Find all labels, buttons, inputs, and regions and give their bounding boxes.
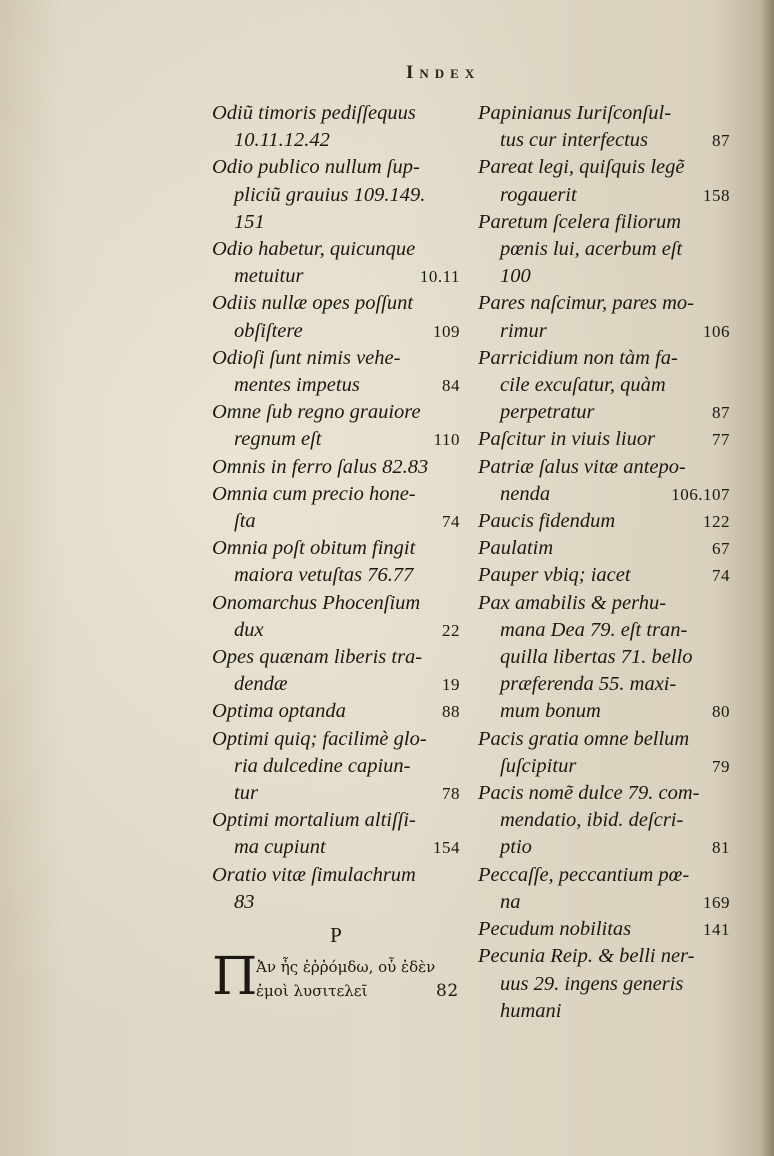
index-entry — [212, 644, 460, 698]
section-letter: P — [330, 923, 342, 948]
entry-text: mum bonum — [500, 700, 601, 723]
index-entry-line — [212, 617, 460, 644]
index-entry-line — [478, 508, 730, 535]
index-entry-line — [212, 481, 460, 508]
entry-text: perpetratur — [500, 401, 595, 424]
page-edge-shadow — [760, 0, 774, 1156]
entry-text: 100 — [500, 265, 531, 288]
entry-text: mana Dea 79. eſt tran- — [500, 618, 688, 641]
index-entry-line — [212, 644, 460, 671]
index-entry-line — [478, 590, 730, 617]
index-entry — [478, 426, 730, 453]
index-entry-line — [212, 889, 460, 916]
index-entry-line — [478, 263, 730, 290]
index-column-left — [212, 100, 460, 1008]
page-reference: 122 — [703, 512, 730, 532]
index-column-right — [478, 100, 730, 1025]
page-reference: 77 — [712, 430, 730, 450]
index-entry-line — [212, 726, 460, 753]
entry-text: Optima optanda — [212, 700, 346, 723]
page-reference: 158 — [703, 185, 730, 205]
index-entry — [478, 780, 730, 862]
index-entry-line — [478, 372, 730, 399]
index-entry-line — [478, 889, 730, 916]
entry-text: Paulatim — [478, 537, 554, 560]
index-entry — [212, 454, 460, 481]
index-entry — [212, 726, 460, 808]
entry-text: Omne ſub regno grauiore — [212, 401, 421, 424]
entry-text: pliciũ grauius 109.149. — [234, 183, 426, 206]
entry-text: Pauper vbiq; iacet — [478, 564, 631, 587]
page-reference: 22 — [442, 620, 460, 640]
entry-text: tur — [234, 782, 258, 805]
entry-text: Patriæ ſalus vitæ antepo- — [478, 455, 686, 478]
index-entry — [212, 154, 460, 236]
page-reference: 80 — [712, 702, 730, 722]
entry-text: mentes impetus — [234, 374, 360, 397]
index-entry — [478, 535, 730, 562]
page-reference: 169 — [703, 892, 730, 912]
index-entry — [212, 399, 460, 453]
entry-text: Odioſi ſunt nimis vehe- — [212, 346, 401, 369]
page-reference: 141 — [703, 920, 730, 940]
index-entry — [212, 807, 460, 861]
entry-text: Pax amabilis & perhu- — [478, 591, 667, 614]
index-entry — [212, 290, 460, 344]
entry-text: Onomarchus Phocenſium — [212, 591, 421, 614]
entry-text: mendatio, ibid. deſcri- — [500, 809, 684, 832]
index-entry — [212, 100, 460, 154]
index-entry-line — [478, 209, 730, 236]
index-entry — [212, 481, 460, 535]
index-entry-line — [478, 943, 730, 970]
entry-text: Pacis gratia omne bellum — [478, 727, 690, 750]
index-entry-line — [478, 916, 730, 943]
index-entry — [478, 154, 730, 208]
index-entry — [212, 698, 460, 725]
entry-text: 10.11.12.42 — [234, 129, 330, 152]
entry-text: Paſcitur in viuis liuor — [478, 428, 656, 451]
index-entry-line — [478, 617, 730, 644]
entry-text: Omnia poſt obitum fingit — [212, 537, 416, 560]
page-reference: 84 — [442, 376, 460, 396]
index-entry-line — [212, 209, 460, 236]
index-entry-line — [478, 562, 730, 589]
entry-text: ria dulcedine capiun- — [234, 754, 411, 777]
index-entry — [478, 916, 730, 943]
page-reference: 67 — [712, 539, 730, 559]
page-reference: 74 — [442, 512, 460, 532]
entry-text: maiora vetuſtas 76.77 — [234, 564, 414, 587]
index-entry-line — [212, 671, 460, 698]
entry-text: uus 29. ingens generis — [500, 972, 684, 995]
index-entry — [478, 508, 730, 535]
entry-text: tus cur interfectus — [500, 129, 649, 152]
index-entry-line — [212, 154, 460, 181]
index-entry-line — [478, 834, 730, 861]
index-entry — [478, 290, 730, 344]
greek-entry — [212, 948, 460, 1008]
entry-text: Optimi quiq; facilimè glo- — [212, 727, 427, 750]
entry-text: ſta — [234, 510, 256, 533]
index-entry — [478, 100, 730, 154]
index-entry-line — [478, 535, 730, 562]
index-entry — [478, 943, 730, 1025]
entry-text: Pares naſcimur, pares mo- — [478, 292, 694, 315]
index-entry-line — [478, 644, 730, 671]
entry-text: regnum eſt — [234, 428, 322, 451]
index-entry — [478, 345, 730, 427]
greek-line-2-text: ἐμοὶ λυσιτελεῖ — [256, 982, 368, 1001]
index-entry-line — [212, 862, 460, 889]
entry-text: Pacis nomẽ dulce 79. com- — [478, 782, 700, 805]
index-entry-line — [212, 263, 460, 290]
index-entry — [212, 862, 460, 916]
index-entry-line — [478, 971, 730, 998]
index-entry — [478, 454, 730, 508]
index-entry-line — [478, 182, 730, 209]
index-entry-line — [478, 807, 730, 834]
entry-text: nenda — [500, 482, 551, 505]
index-entry-line — [478, 100, 730, 127]
entry-text: cile excuſatur, quàm — [500, 374, 666, 397]
index-entry-line — [212, 100, 460, 127]
index-entry — [478, 562, 730, 589]
index-entry-line — [212, 590, 460, 617]
index-entry-line — [478, 399, 730, 426]
index-entry-line — [478, 127, 730, 154]
entry-text: dux — [234, 618, 264, 641]
index-entry-line — [212, 834, 460, 861]
entry-text: Odio publico nullum ſup- — [212, 156, 420, 179]
entry-text: na — [500, 890, 521, 913]
entry-text: præferenda 55. maxi- — [500, 673, 677, 696]
index-entry-line — [212, 290, 460, 317]
entry-text: pœnis lui, acerbum eſt — [500, 238, 683, 261]
entry-text: ma cupiunt — [234, 836, 326, 859]
page-reference: 154 — [433, 838, 460, 858]
entry-text: 83 — [234, 890, 255, 913]
page-reference: 106.107 — [671, 484, 730, 504]
page-reference: 81 — [712, 838, 730, 858]
index-entry-line — [212, 454, 460, 481]
greek-line-2 — [256, 978, 459, 1005]
entry-text: quilla libertas 71. bello — [500, 646, 693, 669]
index-entry-line — [478, 290, 730, 317]
entry-text: rimur — [500, 319, 547, 342]
index-entry-line — [478, 862, 730, 889]
index-entry-line — [478, 998, 730, 1025]
index-entry-line — [212, 372, 460, 399]
entry-text: dendæ — [234, 673, 288, 696]
page-reference: 87 — [712, 131, 730, 151]
greek-line-1: Ἀν ἦς ἐῤῥόμδω, οὖ ἐδὲν — [256, 958, 436, 977]
index-entry-line — [212, 508, 460, 535]
index-entry-line — [212, 182, 460, 209]
index-entry-line — [212, 780, 460, 807]
index-entry-line — [478, 426, 730, 453]
index-entry-line — [212, 399, 460, 426]
page-reference: 87 — [712, 403, 730, 423]
index-entry-line — [212, 535, 460, 562]
entry-text: Paucis fidendum — [478, 510, 616, 533]
entry-text: rogauerit — [500, 183, 577, 206]
page-reference: 110 — [433, 430, 460, 450]
entry-text: Oratio vitæ ſimulachrum — [212, 863, 416, 886]
page-reference: 106 — [703, 321, 730, 341]
entry-text: Pareat legi, quiſquis legẽ — [478, 156, 685, 179]
page-reference: 78 — [442, 784, 460, 804]
index-entry — [478, 726, 730, 780]
page-header: Index — [406, 62, 481, 83]
index-entry-line — [478, 481, 730, 508]
index-entry-line — [478, 154, 730, 181]
entry-text: Opes quænam liberis tra- — [212, 646, 423, 669]
entry-text: Omnis in ferro ſalus 82.83 — [212, 455, 429, 478]
index-entry — [212, 535, 460, 589]
entry-text: ptio — [500, 836, 532, 859]
entry-text: Optimi mortalium altiſſi- — [212, 809, 416, 832]
entry-text: Paretum ſcelera filiorum — [478, 210, 682, 233]
index-entry-line — [478, 753, 730, 780]
page-reference: 19 — [442, 675, 460, 695]
index-entry — [212, 345, 460, 399]
index-entry — [478, 590, 730, 726]
drop-cap-initial: Π — [212, 947, 258, 1008]
index-entry-line — [212, 426, 460, 453]
index-entry-line — [478, 780, 730, 807]
index-entry-line — [478, 454, 730, 481]
entry-text: Peccaſſe, peccantium pœ- — [478, 863, 690, 886]
index-entry-line — [212, 345, 460, 372]
page-reference: 79 — [712, 756, 730, 776]
index-entry-line — [478, 318, 730, 345]
entry-text: Odiis nullæ opes poſſunt — [212, 292, 414, 315]
entry-text: Pecunia Reip. & belli ner- — [478, 945, 695, 968]
entry-text: Odiũ timoris pediſſequus — [212, 102, 416, 124]
index-entry-line — [212, 127, 460, 154]
index-entry — [212, 590, 460, 644]
index-entry-line — [478, 698, 730, 725]
entry-text: ſuſcipitur — [500, 754, 577, 777]
entry-text: Omnia cum precio hone- — [212, 482, 416, 505]
index-entry-line — [478, 671, 730, 698]
entry-text: humani — [500, 999, 562, 1022]
index-entry — [478, 209, 730, 291]
entry-text: metuitur — [234, 265, 304, 288]
index-entry-line — [212, 562, 460, 589]
index-entry-line — [212, 698, 460, 725]
page-reference: 109 — [433, 321, 460, 341]
page-reference: 82 — [436, 981, 459, 1002]
entry-text: Parricidium non tàm fa- — [478, 346, 678, 369]
entry-text: Papinianus Iuriſconſul- — [478, 102, 672, 124]
index-entry-line — [212, 318, 460, 345]
index-entry-line — [478, 236, 730, 263]
entry-text: Odio habetur, quicunque — [212, 238, 416, 261]
entry-text: 151 — [234, 210, 265, 233]
page-reference: 10.11 — [419, 267, 460, 287]
page-reference: 88 — [442, 702, 460, 722]
page-reference: 74 — [712, 566, 730, 586]
entry-text: Pecudum nobilitas — [478, 918, 632, 941]
index-entry — [212, 236, 460, 290]
index-entry-line — [212, 753, 460, 780]
index-entry-line — [478, 345, 730, 372]
index-entry-line — [212, 807, 460, 834]
entry-text: obſiſtere — [234, 319, 303, 342]
index-entry — [478, 862, 730, 916]
index-entry-line — [212, 236, 460, 263]
index-entry-line — [478, 726, 730, 753]
